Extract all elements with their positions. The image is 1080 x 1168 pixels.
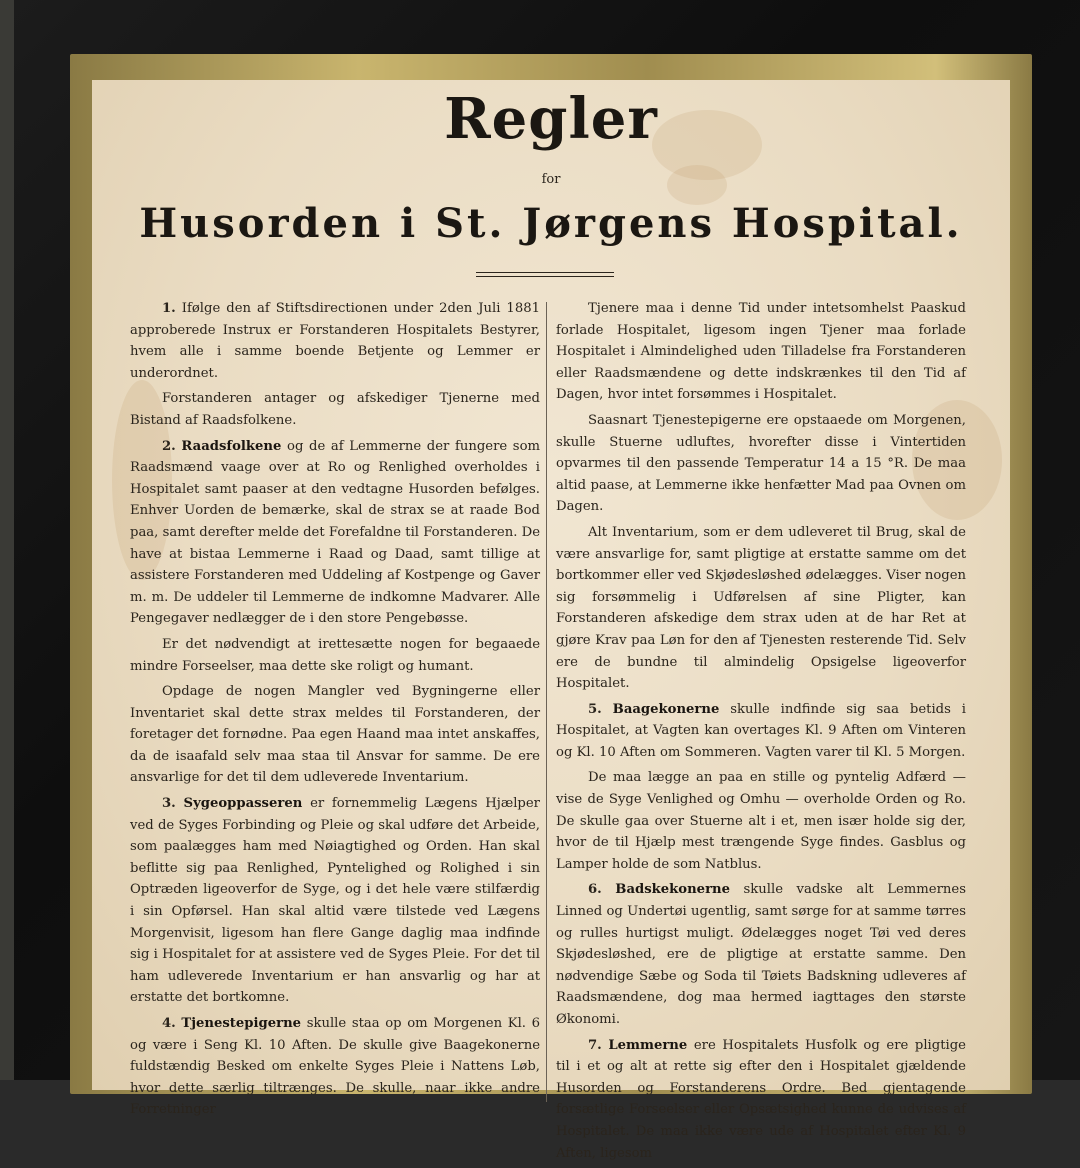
paragraph-text: ere Hospitalets Husfolk og ere pligtige til i et og alt at rette sig efter den i Hospitalet gjældende Husorden og Forstanderens Ordre. Bed gjentagende forsætlige Forseelser eller Opsætsighed kunne de udvises af Hospitalet. De maa ikke være ude af Hospitalet efter Kl. 9 Aften, ligesom <box>556 1037 966 1161</box>
paragraph <box>556 879 966 1030</box>
paragraph <box>556 699 966 764</box>
paragraph <box>130 388 540 431</box>
paragraph <box>556 298 966 406</box>
paragraph <box>130 1013 540 1121</box>
paragraph-number: 4. <box>162 1016 176 1031</box>
frame-edge <box>0 0 14 1080</box>
paragraph <box>130 681 540 789</box>
paragraph <box>130 298 540 384</box>
paragraph-number: 2. <box>162 438 176 454</box>
paragraph-term: Lemmerne <box>608 1037 688 1053</box>
paragraph <box>556 410 966 518</box>
paragraph-text: skulle vadske alt Lemmernes Linned og Undertøi ugentlig, samt sørge for at samme tørres og rulles hurtigst muligt. Ødelægges noget Tøi ved deres Skjødesløshed, ere de pligtige at erstatte samme. Den nødvendige Sæbe og Soda til Tøiets Badskning udleveres af Raadsmændene, dog maa hermed iagttages den største Økonomi. <box>556 882 966 1027</box>
paragraph <box>130 436 540 630</box>
right-text-column <box>556 298 966 1168</box>
paragraph-number: 5. <box>588 701 602 717</box>
paragraph-text: Ifølge den af Stiftsdirectionen under 2den Juli 1881 approberede Instrux er Forstanderen Hospitalets Bestyrer, hvem alle i samme boende Betjente og Lemmer er underordnet. <box>130 301 540 381</box>
paragraph-number: 7. <box>588 1037 602 1053</box>
paragraph-text: Opdage de nogen Mangler ved Bygningerne eller Inventariet skal dette strax meldes til Forstanderen, der foretager det fornødne. Paa egen Haand maa intet anskaffes, da de isaafald selv maa staa til Ansvar for samme. De ere ansvarlige for det til dem udleverede Inventarium. <box>130 684 540 786</box>
paragraph <box>556 522 966 695</box>
paragraph-term: Sygeoppasseren <box>183 796 303 812</box>
paragraph-text: Saasnart Tjenestepigerne ere opstaaede om Morgenen, skulle Stuerne udluftes, hvorefter disse i Vintertiden opvarmes til den passende Temperatur 14 a 15 °R. De maa altid paase, at Lemmerne ikke henfætter Mad paa Ovnen om Dagen. <box>556 412 966 515</box>
paragraph-text: skulle indfinde sig saa betids i Hospitalet, at Vagten kan overtages Kl. 9 Aften om Vinteren og Kl. 10 Aften om Sommeren. Vagten varer til Kl. 5 Morgen. <box>556 701 966 760</box>
paragraph-term: Raadsfolkene <box>181 438 282 454</box>
document-page <box>92 80 1010 1161</box>
paragraph-text: er fornemmelig Lægens Hjælper ved de Syges Forbinding og Pleie og skal udføre det Arbeide, som paalægges ham med Nøiagtighed og Orden. Han skal beflitte sig paa Renlighed, Pyntelighed og Rolighed i sin Optræden ligeoverfor de Syge, og i det hele være stilfærdig i sin Opførsel. Han skal altid være tilstede ved Lægens Morgenvisit, ligesom han flere Gange daglig maa indfinde sig i Hospitalet for at assistere ved de Syges Pleie. For det til ham udleverede Inventarium er han ansvarlig og har at erstatte det bortkomne. <box>130 796 540 1006</box>
paragraph-text: De maa lægge an paa en stille og pyntelig Adfærd — vise de Syge Venlighed og Omhu — overholde Orden og Ro. De skulle gaa over Stuerne alt i et, men især holde sig der, hvor de til Hjælp mest trængende Syge findes. Gasblus og Lamper holde de som Natblus. <box>556 770 966 872</box>
document-title: Regler <box>444 86 658 152</box>
paragraph-text: Forstanderen antager og afskediger Tjenerne med Bistand af Raadsfolkene. <box>130 391 540 428</box>
paragraph <box>556 1035 966 1165</box>
paragraph <box>130 634 540 677</box>
document-subtitle: Husorden i St. Jørgens Hospital. <box>139 200 963 247</box>
paragraph-term: Baagekonerne <box>612 701 720 717</box>
paragraph <box>130 793 540 1009</box>
paragraph-text: Er det nødvendigt at irettesætte nogen for begaaede mindre Forseelser, maa dette ske roligt og humant. <box>130 636 540 674</box>
paragraph-number: 1. <box>162 301 176 316</box>
column-divider <box>546 302 547 1102</box>
left-text-column <box>130 298 540 1125</box>
paragraph-term: Tjenestepigerne <box>181 1016 302 1031</box>
paragraph-text: skulle staa op om Morgenen Kl. 6 og være i Seng Kl. 10 Aften. De skulle give Baagekonerne fuldstændig Besked om enkelte Syges Pleie i Nattens Løb, hvor dette særlig tiltrænges. De skulle, naar ikke andre Forretninger <box>130 1016 541 1118</box>
paragraph-number: 3. <box>162 796 176 812</box>
paragraph-number: 6. <box>588 882 602 898</box>
paragraph-text: og de af Lemmerne der fungere som Raadsmænd vaage over at Ro og Renlighed overholdes i Hospitalet samt paaser at den vedtagne Husorden befølges. Enhver Uorden de bemærke, skal de strax se at raade Bod paa, samt derefter melde det Forefaldne til Forstanderen. De have at bistaa Lemmerne i Raad og Daad, samt tillige at assistere Forstanderen med Uddeling af Kostpenge og Gaver m. m. De uddeler til Lemmerne de indkomne Madvarer. Alle Pengegaver nedlægger de i den store Pengebøsse. <box>130 438 541 627</box>
paragraph-text: Alt Inventarium, som er dem udleveret til Brug, skal de være ansvarlige for, samt pligtige at erstatte samme om det bortkommer eller ved Skjødesløshed ødelægges. Viser nogen sig forsømmelig i Udførelsen af sine Pligter, kan Forstanderen afskedige dem strax uden at de har Ret at gjøre Krav paa Løn for den af Tjenesten resterende Tid. Selv ere de bundne til almindelig Opsigelse ligeoverfor Hospitalet. <box>556 524 966 692</box>
paragraph-text: Tjenere maa i denne Tid under intetsomhelst Paaskud forlade Hospitalet, ligesom ingen Tjener maa forlade Hospitalet i Almindelighed uden Tilladelse fra Forstanderen eller Raadsmændene og dette indskrænkes til den Tid af Dagen, hvor intet forsømmes i Hospitalet. <box>556 301 966 403</box>
title-divider <box>476 272 614 277</box>
paragraph <box>556 767 966 875</box>
title-for-word: for <box>541 172 561 187</box>
paragraph-term: Badskekonerne <box>615 882 730 898</box>
